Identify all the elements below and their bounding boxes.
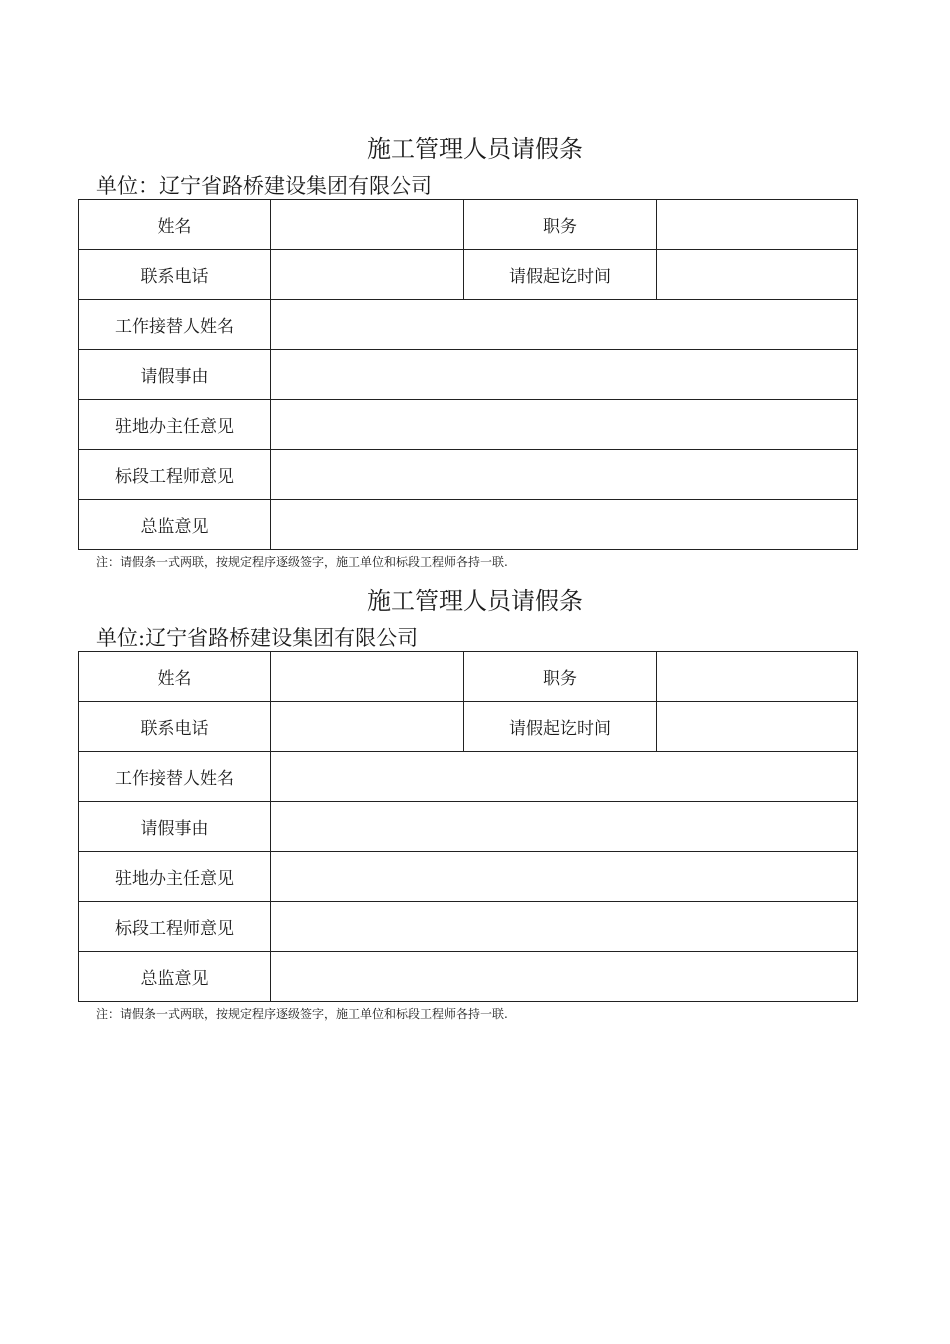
leave-period-field[interactable] — [657, 702, 858, 752]
substitute-field[interactable] — [271, 752, 858, 802]
leave-period-label: 请假起讫时间 — [464, 702, 657, 752]
table-row — [79, 752, 858, 802]
table-row — [79, 500, 858, 550]
unit-line: 单位：辽宁省路桥建设集团有限公司 — [96, 174, 432, 198]
office-director-label: 驻地办主任意见 — [79, 852, 271, 902]
reason-field[interactable] — [271, 802, 858, 852]
office-director-label: 驻地办主任意见 — [79, 400, 271, 450]
table-row — [79, 652, 858, 702]
section-engineer-field[interactable] — [271, 902, 858, 952]
table-row — [79, 952, 858, 1002]
footnote: 注：请假条一式两联，按规定程序逐级签字，施工单位和标段工程师各持一联. — [96, 1007, 508, 1021]
chief-supervisor-label: 总监意见 — [79, 952, 271, 1002]
phone-label: 联系电话 — [79, 250, 271, 300]
form-title: 施工管理人员请假条 — [367, 587, 583, 615]
table-row — [79, 802, 858, 852]
section-engineer-field[interactable] — [271, 450, 858, 500]
reason-field[interactable] — [271, 350, 858, 400]
phone-field[interactable] — [271, 702, 464, 752]
form-title: 施工管理人员请假条 — [367, 135, 583, 163]
phone-field[interactable] — [271, 250, 464, 300]
reason-label: 请假事由 — [79, 802, 271, 852]
name-label: 姓名 — [79, 200, 271, 250]
position-label: 职务 — [464, 200, 657, 250]
table-row — [79, 702, 858, 752]
reason-label: 请假事由 — [79, 350, 271, 400]
name-field[interactable] — [271, 200, 464, 250]
position-label: 职务 — [464, 652, 657, 702]
table-row — [79, 250, 858, 300]
footnote: 注：请假条一式两联，按规定程序逐级签字，施工单位和标段工程师各持一联. — [96, 555, 508, 569]
chief-supervisor-field[interactable] — [271, 500, 858, 550]
chief-supervisor-field[interactable] — [271, 952, 858, 1002]
office-director-field[interactable] — [271, 852, 858, 902]
leave-period-field[interactable] — [657, 250, 858, 300]
substitute-label: 工作接替人姓名 — [79, 752, 271, 802]
table-row — [79, 350, 858, 400]
table-row — [79, 400, 858, 450]
phone-label: 联系电话 — [79, 702, 271, 752]
section-engineer-label: 标段工程师意见 — [79, 450, 271, 500]
leave-table — [78, 199, 858, 550]
leave-table — [78, 651, 858, 1002]
table-row — [79, 450, 858, 500]
office-director-field[interactable] — [271, 400, 858, 450]
substitute-label: 工作接替人姓名 — [79, 300, 271, 350]
chief-supervisor-label: 总监意见 — [79, 500, 271, 550]
position-field[interactable] — [657, 200, 858, 250]
name-field[interactable] — [271, 652, 464, 702]
table-row — [79, 300, 858, 350]
section-engineer-label: 标段工程师意见 — [79, 902, 271, 952]
unit-line: 单位:辽宁省路桥建设集团有限公司 — [96, 626, 419, 650]
leave-period-label: 请假起讫时间 — [464, 250, 657, 300]
substitute-field[interactable] — [271, 300, 858, 350]
name-label: 姓名 — [79, 652, 271, 702]
table-row — [79, 852, 858, 902]
table-row — [79, 902, 858, 952]
table-row — [79, 200, 858, 250]
position-field[interactable] — [657, 652, 858, 702]
